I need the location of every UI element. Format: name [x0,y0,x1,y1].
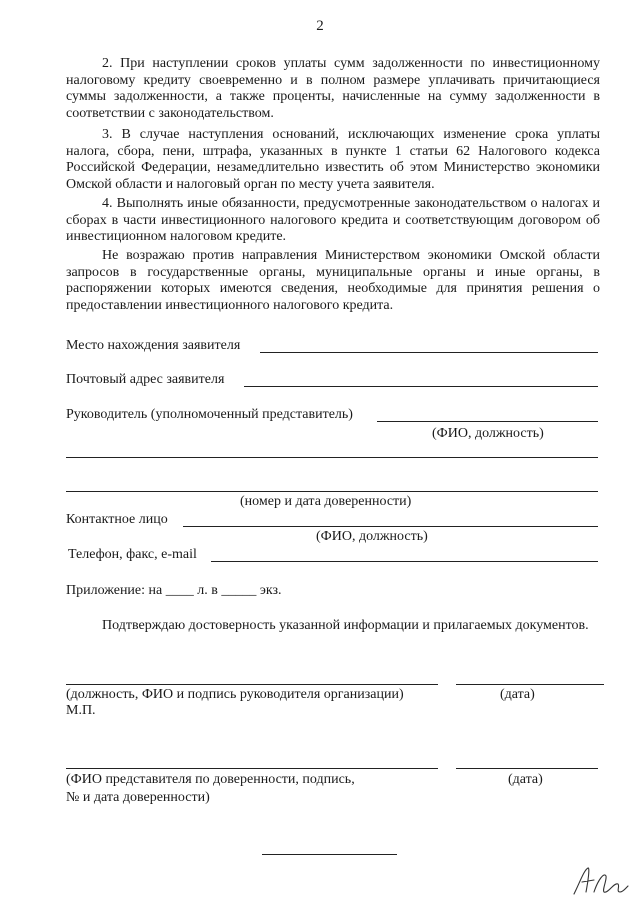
representative-date-caption: (дата) [508,772,543,787]
head-date-line[interactable] [456,684,604,685]
power-of-attorney-caption: (номер и дата доверенности) [240,494,412,509]
postal-address-field[interactable] [244,386,598,387]
page-number: 2 [316,18,324,34]
head-signature-caption: (должность, ФИО и подпись руководителя организации) [66,687,404,702]
power-of-attorney-field[interactable] [66,491,598,492]
head-extra-line[interactable] [66,457,598,458]
contact-fio-caption: (ФИО, должность) [316,529,428,544]
contact-person-label: Контактное лицо [66,512,168,527]
representative-caption-line-2: № и дата доверенности) [66,790,210,805]
contact-person-field[interactable] [183,526,598,527]
bottom-divider [262,854,397,855]
postal-address-label: Почтовый адрес заявителя [66,372,225,387]
head-field[interactable] [377,421,598,422]
paragraph-3-text: 3. В случае наступления оснований, исключающих изменение срока уплаты налога, сбора, пени, штрафа, указанных в пункте 1 статьи 62 Налогового кодекса Российской Федерации, незамедлительно известить об этом Министерство экономики Омской области и налоговый орган по месту учета заявителя. [66,127,600,192]
paragraph-4-text: 4. Выполнять иные обязанности, предусмотренные законодательством о налогах и сборах в части инвестиционного налогового кредита и соответствующим договором об инвестиционном налоговом кредите. [66,196,600,244]
stamp-mark: М.П. [66,703,96,718]
location-field[interactable] [260,352,598,353]
paragraph-2-text: 2. При наступлении сроков уплаты сумм задолженности по инвестиционному налоговому кредиту своевременно и в полном размере уплачивать причитающиеся суммы задолженности, а также проценты, начисленные на сумму задолженности в соответствии с законодательством. [66,56,600,121]
paragraph-2 [66,56,600,122]
head-label: Руководитель (уполномоченный представитель) [66,407,353,422]
attachment-line: Приложение: на ____ л. в _____ экз. [66,583,282,598]
representative-caption-line-1: (ФИО представителя по доверенности, подпись, [66,772,355,787]
head-signature-line[interactable] [66,684,438,685]
confirmation-text: Подтверждаю достоверность указанной информации и прилагаемых документов. [102,618,589,633]
representative-signature-line[interactable] [66,768,438,769]
head-fio-caption: (ФИО, должность) [432,426,544,441]
head-date-caption: (дата) [500,687,535,702]
paragraph-consent [66,248,600,314]
representative-date-line[interactable] [456,768,598,769]
paragraph-consent-text: Не возражаю против направления Министерством экономики Омской области запросов в государственные органы, муниципальные органы и иные органы, в распоряжении которых имеются сведения, необходимые для принятия решения о предоставлении инвестиционного налогового кредита. [66,248,600,313]
phone-field[interactable] [211,561,598,562]
paragraph-3 [66,127,600,193]
phone-label: Телефон, факс, e-mail [68,547,197,562]
handwritten-signature [570,862,630,900]
location-label: Место нахождения заявителя [66,338,241,353]
paragraph-4 [66,196,600,246]
confirmation-paragraph [66,618,600,635]
